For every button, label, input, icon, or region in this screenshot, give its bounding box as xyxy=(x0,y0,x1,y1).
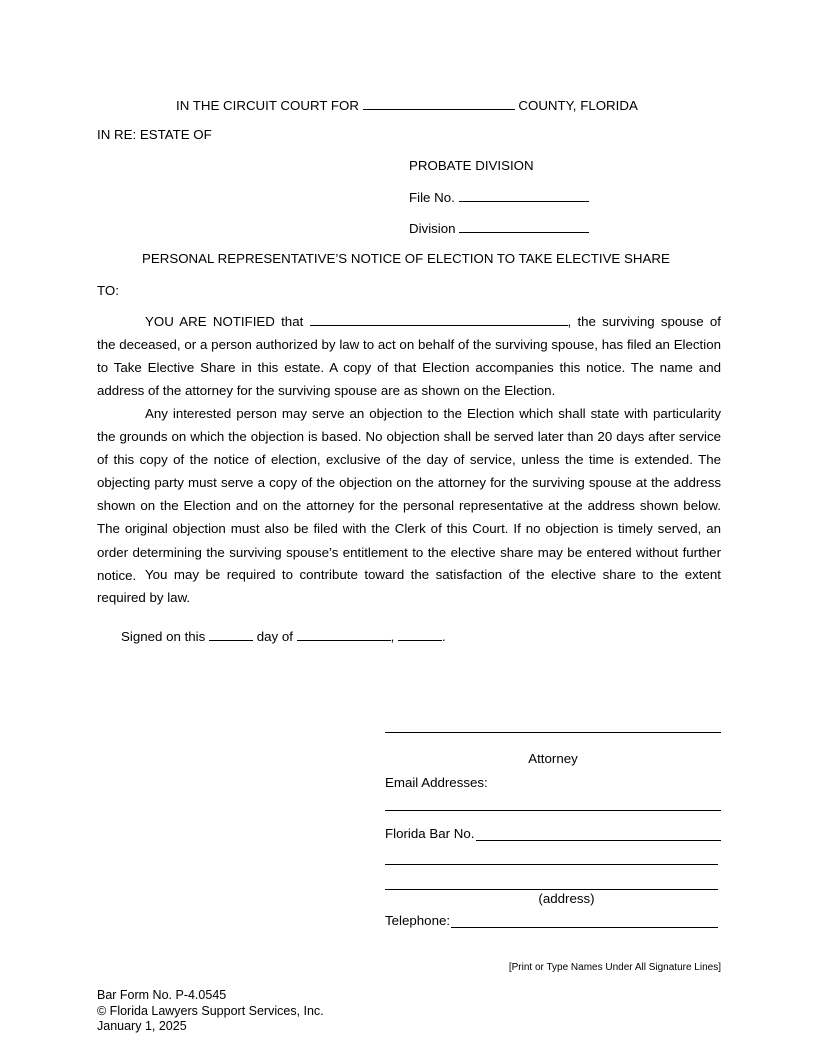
court-heading xyxy=(176,97,638,113)
email-line[interactable] xyxy=(385,810,721,811)
notice-rest: , the surviving spouse of the deceased, or a person authorized by law to act on behalf of the surviving spouse, has filed an Election to Take Elective Share in this estate. A copy of that Election accompanies this notice. The name and address of the attorney for the surviving spouse are as shown on the Election. xyxy=(97,314,722,399)
signed-prefix: Signed on this xyxy=(121,629,206,644)
signed-on-line: Signed on this day of , . xyxy=(121,629,446,644)
telephone-line[interactable] xyxy=(451,927,718,928)
attorney-signature-line[interactable] xyxy=(385,732,721,733)
county-blank[interactable] xyxy=(363,97,515,110)
court-prefix: IN THE CIRCUIT COURT FOR xyxy=(176,98,359,113)
bar-no-label: Florida Bar No. xyxy=(385,826,475,841)
telephone-row xyxy=(385,913,450,928)
footer-block xyxy=(97,988,324,1035)
file-no-blank[interactable] xyxy=(459,189,589,202)
in-re-estate: IN RE: ESTATE OF xyxy=(97,127,212,142)
file-no-row xyxy=(409,189,589,205)
attorney-label: Attorney xyxy=(528,751,578,766)
print-names-note: [Print or Type Names Under All Signature Lines] xyxy=(508,962,721,973)
email-label: Email Addresses: xyxy=(385,775,488,790)
paragraph-objection: Any interested person may serve an objection to the Election which shall state with particularity the grounds on which the objection is based. No objection shall be served later than 20 days after service of this copy of the notice of election, exclusive of the day of service, unless the time is extended. The objecting party must serve a copy of the objection on the attorney for the surviving spouse at the address shown on the Election and on the attorney for the personal representative at the address shown below. The original objection must also be filed with the Clerk of this Court. If no objection is timely served, an order determining the surviving spouse’s entitlement to the elective share may be entered without further notice. xyxy=(97,406,721,583)
bar-no-row xyxy=(385,826,474,841)
paragraph-contribution: You may be required to contribute toward the satisfaction of the elective share to the extent required by law. xyxy=(97,567,721,606)
comma: , xyxy=(390,629,395,644)
form-date: January 1, 2025 xyxy=(97,1019,187,1033)
paragraph-notice xyxy=(97,310,721,402)
telephone-label: Telephone: xyxy=(385,913,451,928)
file-no-label: File No. xyxy=(409,190,455,205)
spouse-name-blank[interactable] xyxy=(310,313,568,326)
address-label: (address) xyxy=(538,891,595,906)
address-line-1[interactable] xyxy=(385,864,718,865)
division-row xyxy=(409,220,589,236)
bar-no-line[interactable] xyxy=(476,840,721,841)
day-of-label: day of xyxy=(256,629,293,644)
day-blank[interactable] xyxy=(209,628,253,641)
document-title: PERSONAL REPRESENTATIVE’S NOTICE OF ELECTION TO TAKE ELECTIVE SHARE xyxy=(142,251,670,266)
notice-start: YOU ARE NOTIFIED that xyxy=(145,314,304,329)
division-blank[interactable] xyxy=(459,220,589,233)
probate-division: PROBATE DIVISION xyxy=(409,158,534,173)
county-suffix: COUNTY, FLORIDA xyxy=(518,98,638,113)
to-label: TO: xyxy=(97,283,119,298)
copyright-notice: © Florida Lawyers Support Services, Inc. xyxy=(97,1003,324,1018)
division-label: Division xyxy=(409,221,456,236)
address-line-2[interactable] xyxy=(385,889,718,890)
month-blank[interactable] xyxy=(297,628,391,641)
year-blank[interactable] xyxy=(398,628,442,641)
bar-form-no: Bar Form No. P-4.0545 xyxy=(97,988,227,1002)
